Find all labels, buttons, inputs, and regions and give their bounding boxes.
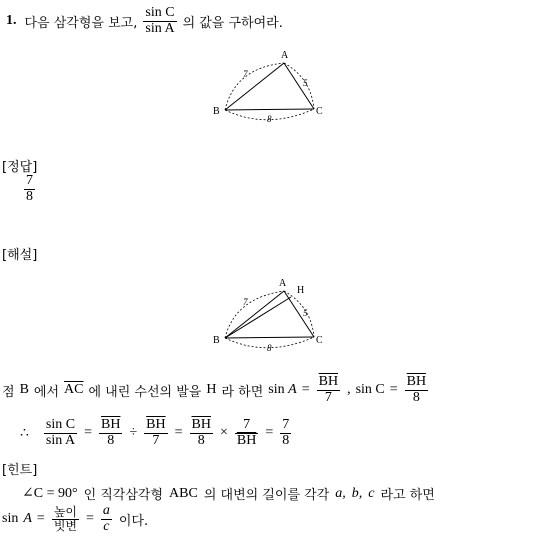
equals: = — [174, 425, 183, 440]
vertex-a-label: A — [279, 278, 287, 289]
side-ab — [225, 63, 284, 110]
fraction-denominator: 7 — [152, 432, 160, 448]
equals: = — [265, 425, 274, 440]
hint-text: 라고 하면 — [380, 488, 435, 503]
hint-line-2 — [2, 500, 148, 538]
var-a: A — [288, 382, 297, 397]
segment-bh: $\overline{BH}$ — [101, 416, 121, 432]
fraction-denominator: 7 — [324, 389, 332, 405]
fraction-bh-8 — [190, 418, 213, 448]
sin-function: sin — [268, 382, 285, 397]
fraction-numerator: sin C — [45, 416, 76, 432]
side-ab — [225, 291, 284, 338]
explanation-header: [해설] — [2, 248, 38, 263]
vertex-c-label: C — [316, 106, 323, 117]
fraction-sinc-sina — [44, 418, 77, 448]
fraction-denominator — [235, 434, 258, 449]
fraction-numerator — [144, 418, 167, 434]
var-c: c — [368, 485, 375, 501]
equals: = — [84, 425, 93, 440]
fraction-height-hypotenuse — [52, 506, 79, 532]
explanation-text: 에서 — [33, 384, 60, 400]
var-a: a, — [335, 485, 346, 501]
explanation-text: 점 — [2, 384, 15, 400]
segment-bh: $\overline{BH}$ — [406, 373, 427, 389]
vertex-c-label: C — [316, 335, 323, 346]
fraction-denominator: 빗변 — [53, 518, 77, 533]
sin-c-expression: sin C — [355, 382, 385, 397]
side-ab-length: 7 — [243, 69, 248, 79]
question-line — [6, 4, 283, 38]
fraction-bh-8 — [99, 418, 122, 448]
side-ac — [284, 291, 314, 337]
divide-symbol: ÷ — [129, 425, 138, 440]
explanation-text: 라 하면 — [221, 384, 264, 400]
answer-header: [정답] — [2, 160, 38, 175]
point-h: H — [206, 382, 217, 397]
vertex-a-label: A — [281, 50, 289, 61]
side-ac-length: 5 — [303, 308, 308, 318]
answer-numerator: 7 — [26, 173, 33, 188]
fraction-7-bh — [235, 418, 258, 448]
triangle-figure — [205, 48, 330, 128]
segment-bh: $\overline{BH}$ — [191, 416, 211, 432]
equals: = — [86, 511, 94, 526]
triangle-figure-with-altitude — [205, 276, 330, 356]
fraction-denominator: sin A — [45, 432, 76, 448]
side-ab-length: 7 — [243, 297, 248, 307]
fraction-bh-8 — [405, 375, 428, 405]
segment-ac: $\overline{AC}$ — [64, 382, 84, 397]
side-bc-length: 8 — [267, 343, 272, 353]
equals: = — [301, 382, 310, 397]
sin-function: sin — [2, 511, 19, 526]
triangle-abc: ABC — [169, 485, 198, 501]
segment-bh: $\overline{BH}$ — [146, 416, 166, 432]
fraction-numerator: a — [102, 502, 110, 518]
question-prefix: 다음 삼각형을 보고, — [24, 15, 138, 31]
fraction-numerator: 높이 — [53, 504, 77, 519]
var-a: A — [23, 511, 32, 526]
explanation-line-1 — [2, 370, 430, 410]
hint-header: [힌트] — [2, 463, 38, 478]
fraction-denominator: 8 — [197, 432, 205, 448]
var-b: b, — [351, 485, 363, 501]
times-symbol: × — [219, 425, 228, 440]
comma: , — [347, 382, 351, 397]
fraction-7-8 — [280, 418, 291, 448]
fraction-denominator: c — [103, 518, 110, 534]
side-ac-length: 5 — [303, 78, 308, 88]
side-ac — [284, 63, 314, 109]
side-bc-length: 8 — [267, 114, 272, 124]
fraction-numerator — [190, 418, 213, 434]
explanation-text: 에 내린 수선의 발을 — [88, 384, 202, 400]
question-suffix: 의 값을 구하여라. — [182, 15, 283, 31]
question-fraction-numerator: sin C — [145, 4, 175, 20]
fraction-numerator — [99, 418, 122, 434]
vertex-b-label: B — [213, 335, 220, 346]
fraction-denominator: 8 — [412, 389, 420, 405]
question-fraction-denominator: sin A — [145, 20, 175, 36]
fraction-numerator: 7 — [282, 416, 290, 432]
fraction-denominator: 8 — [282, 432, 290, 448]
fraction-bh-7 — [144, 418, 167, 448]
explanation-line-2 — [20, 413, 293, 453]
equals: = — [36, 511, 45, 526]
point-b: B — [19, 382, 29, 397]
therefore-symbol: ∴ — [20, 425, 29, 441]
equals: = — [389, 382, 398, 397]
fraction-numerator: 7 — [235, 418, 258, 434]
answer-fraction — [24, 174, 35, 204]
side-bc — [225, 109, 314, 110]
sin-a-expression — [268, 382, 296, 398]
segment-bh: BH — [236, 432, 257, 448]
hint-text: 인 직각삼각형 — [83, 488, 164, 503]
right-angle-condition: ∠C = 90° — [22, 486, 78, 501]
fraction-bh-7 — [317, 375, 340, 405]
fraction-numerator — [317, 375, 340, 391]
question-fraction — [143, 6, 176, 36]
answer-denominator: 8 — [26, 188, 33, 204]
side-bc — [225, 337, 314, 338]
fraction-denominator: 8 — [107, 432, 115, 448]
segment-bh: $\overline{BH}$ — [318, 373, 339, 389]
fraction-a-c — [101, 504, 112, 534]
altitude-bh — [225, 297, 291, 338]
hint-text: 이다. — [118, 513, 149, 529]
foot-h-label: H — [297, 285, 305, 296]
vertex-b-label: B — [213, 106, 220, 117]
fraction-numerator — [405, 375, 428, 391]
hint-text: 의 대변의 길이를 각각 — [203, 488, 330, 503]
question-number: 1. — [6, 13, 17, 28]
